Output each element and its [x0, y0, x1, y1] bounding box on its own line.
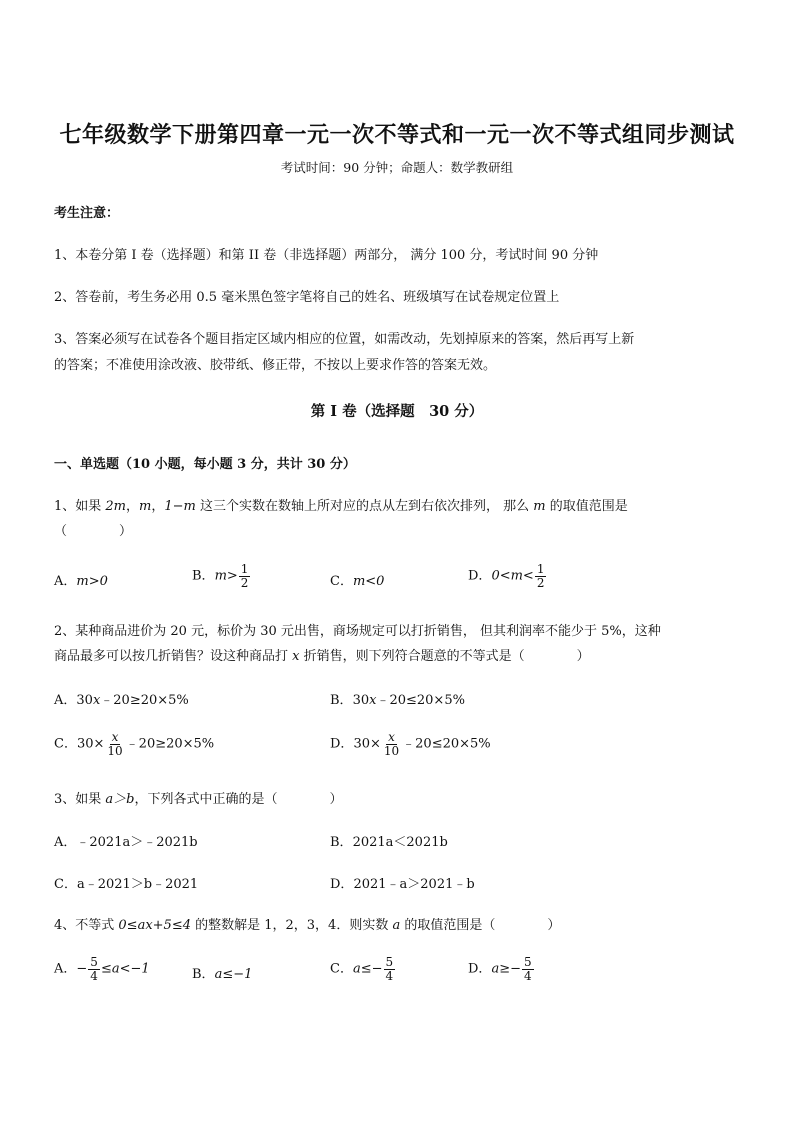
fraction-numerator: 5	[90, 955, 98, 969]
option-label: A．	[54, 961, 77, 977]
fraction	[88, 956, 100, 982]
question-1-option-d[interactable]	[468, 563, 547, 589]
option-label: B．	[192, 568, 215, 584]
option-var: x	[92, 693, 101, 708]
option-expr: ﹣2021a＞﹣2021b	[76, 835, 198, 850]
fraction-denominator: 10	[383, 743, 400, 758]
fraction-numerator: 5	[385, 955, 394, 969]
option-post: ﹣20≥20×5%	[125, 736, 215, 752]
question-3-stem	[54, 788, 343, 807]
fraction-denominator: 2	[240, 575, 249, 590]
option-expr: a﹣2021＞b﹣2021	[76, 877, 199, 892]
option-label: C．	[330, 961, 353, 977]
fraction-numerator: 5	[523, 955, 532, 969]
question-2-option-a[interactable]	[54, 689, 189, 708]
fraction	[535, 563, 547, 589]
question-2-line-2-pre: 商品最多可以按几折销售？设这种商品打	[54, 649, 293, 664]
fraction	[105, 731, 124, 757]
notice-item-3-line-1: 3、答案必须写在试卷各个题目指定区域内相应的位置，如需改动，先划掉原来的答案，然后再写上新	[54, 332, 635, 347]
option-pre: −	[76, 961, 88, 977]
option-pre: 30	[76, 693, 93, 708]
question-4-option-d[interactable]	[468, 956, 535, 982]
question-3-option-c[interactable]	[54, 873, 198, 892]
question-2-var-x: x	[292, 649, 300, 664]
question-1-suffix: 的取值范围是	[545, 499, 628, 514]
fraction-denominator: 4	[523, 968, 532, 983]
option-label: D．	[330, 736, 354, 752]
option-post: ≤a<−1	[100, 961, 150, 977]
question-1-var-m: m	[139, 499, 152, 514]
question-1-bracket: （ ）	[54, 524, 133, 539]
option-label: D．	[468, 568, 492, 584]
question-2-line-1: 2、某种商品进价为 20 元，标价为 30 元出售，商场规定可以打折销售， 但其利润率不能少于 5%，这种	[54, 624, 661, 639]
question-3-option-a[interactable]	[54, 831, 198, 850]
fraction-denominator: 2	[536, 575, 545, 590]
option-label: D．	[468, 961, 492, 977]
question-1-var-2m: 2m	[105, 499, 127, 514]
notice-item-3-line-2: 的答案；不准使用涂改液、胶带纸、修正带，不按以上要求作答的答案无效。	[54, 358, 497, 373]
notice-item-2: 2、答卷前，考生务必用 0.5 毫米黑色签字笔将自己的姓名、班级填写在试卷规定位置上	[54, 290, 560, 305]
option-expr: 0<m<	[491, 568, 534, 584]
option-pre: a≥−	[491, 961, 521, 977]
question-4-stem	[54, 914, 560, 933]
option-expr: 2021a＜2021b	[352, 835, 448, 850]
question-1-sep-1: ，	[126, 499, 140, 514]
question-1-sep-2: ，	[151, 499, 165, 514]
fraction-denominator: 4	[90, 968, 98, 983]
question-3-condition: a＞b	[105, 792, 135, 807]
notice-heading: 考生注意：	[54, 206, 120, 221]
question-2-option-b[interactable]	[330, 689, 465, 708]
fraction-numerator: x	[388, 730, 395, 744]
part-1-heading: 一、单选题（10 小题，每小题 3 分，共计 30 分）	[54, 457, 356, 472]
option-post: ﹣20≤20×5%	[376, 693, 465, 708]
fraction	[239, 563, 251, 589]
option-label: B．	[192, 967, 215, 982]
question-3-option-d[interactable]	[330, 873, 475, 892]
fraction-numerator: x	[111, 730, 119, 744]
question-4-post: 的取值范围是（ ）	[400, 918, 561, 933]
question-2-line-2-post: 折销售，则下列符合题意的不等式是（ ）	[299, 649, 590, 664]
option-pre: 30×	[353, 736, 381, 752]
question-1-stem	[54, 495, 628, 514]
question-2-option-c[interactable]	[54, 731, 214, 757]
question-3-pre: 3、如果	[54, 792, 106, 807]
question-1-option-c[interactable]	[330, 570, 384, 589]
question-4-option-a[interactable]	[54, 956, 150, 982]
question-4-var-a: a	[392, 918, 401, 933]
question-2-option-d[interactable]	[330, 731, 491, 757]
option-expr: a≤−1	[214, 967, 253, 982]
question-1-option-a[interactable]	[54, 570, 108, 589]
option-post: ﹣20≥20×5%	[100, 693, 189, 708]
option-expr: m>	[214, 568, 238, 584]
question-1-var-1-minus-m: 1−m	[164, 499, 196, 514]
question-1-var-m2: m	[533, 499, 546, 514]
option-label: A．	[54, 574, 77, 589]
option-post: ﹣20≤20×5%	[402, 736, 491, 752]
option-label: D．	[330, 877, 354, 892]
option-var: x	[369, 693, 377, 708]
exam-title: 七年级数学下册第四章一元一次不等式和一元一次不等式组同步测试	[59, 122, 735, 148]
question-3-option-b[interactable]	[330, 831, 448, 850]
option-expr: m<0	[352, 574, 385, 589]
question-4-inequality: 0≤ax+5≤4	[118, 918, 191, 933]
question-4-pre: 4、不等式	[54, 918, 119, 933]
section-1-heading: 第 I 卷（选择题 30 分）	[310, 403, 484, 420]
option-label: C．	[54, 877, 77, 892]
question-2-line-2	[54, 645, 590, 664]
option-label: C．	[330, 574, 353, 589]
exam-subtitle: 考试时间：90 分钟；命题人：数学教研组	[280, 160, 514, 175]
question-3-post: ，下列各式中正确的是（ ）	[134, 792, 343, 807]
question-4-option-b[interactable]	[192, 963, 252, 982]
question-1-option-b[interactable]	[192, 563, 251, 589]
question-1-text: 这三个实数在数轴上所对应的点从左到右依次排列， 那么	[195, 499, 534, 514]
option-label: A．	[54, 693, 77, 708]
notice-item-1: 1、本卷分第 I 卷（选择题）和第 II 卷（非选择题）两部分， 满分 100 分，考试时间 90 分钟	[54, 248, 599, 263]
question-1-prefix: 1、如果	[54, 499, 106, 514]
question-4-mid: 的整数解是 1，2，3，4．则实数	[190, 918, 393, 933]
option-expr: m>0	[76, 574, 108, 589]
fraction-denominator: 10	[107, 743, 123, 758]
question-4-option-c[interactable]	[330, 956, 396, 982]
option-pre: 30	[352, 693, 370, 708]
option-expr: 2021﹣a＞2021﹣b	[353, 877, 475, 892]
fraction-denominator: 4	[385, 968, 394, 983]
option-label: A．	[54, 835, 77, 850]
fraction	[382, 731, 401, 757]
option-label: B．	[330, 693, 353, 708]
option-pre: 30×	[76, 736, 105, 752]
fraction	[384, 956, 396, 982]
fraction-numerator: 1	[240, 562, 249, 576]
option-label: C．	[54, 736, 77, 752]
option-label: B．	[330, 835, 353, 850]
fraction	[522, 956, 534, 982]
fraction-numerator: 1	[536, 562, 545, 576]
option-pre: a≤−	[352, 961, 383, 977]
